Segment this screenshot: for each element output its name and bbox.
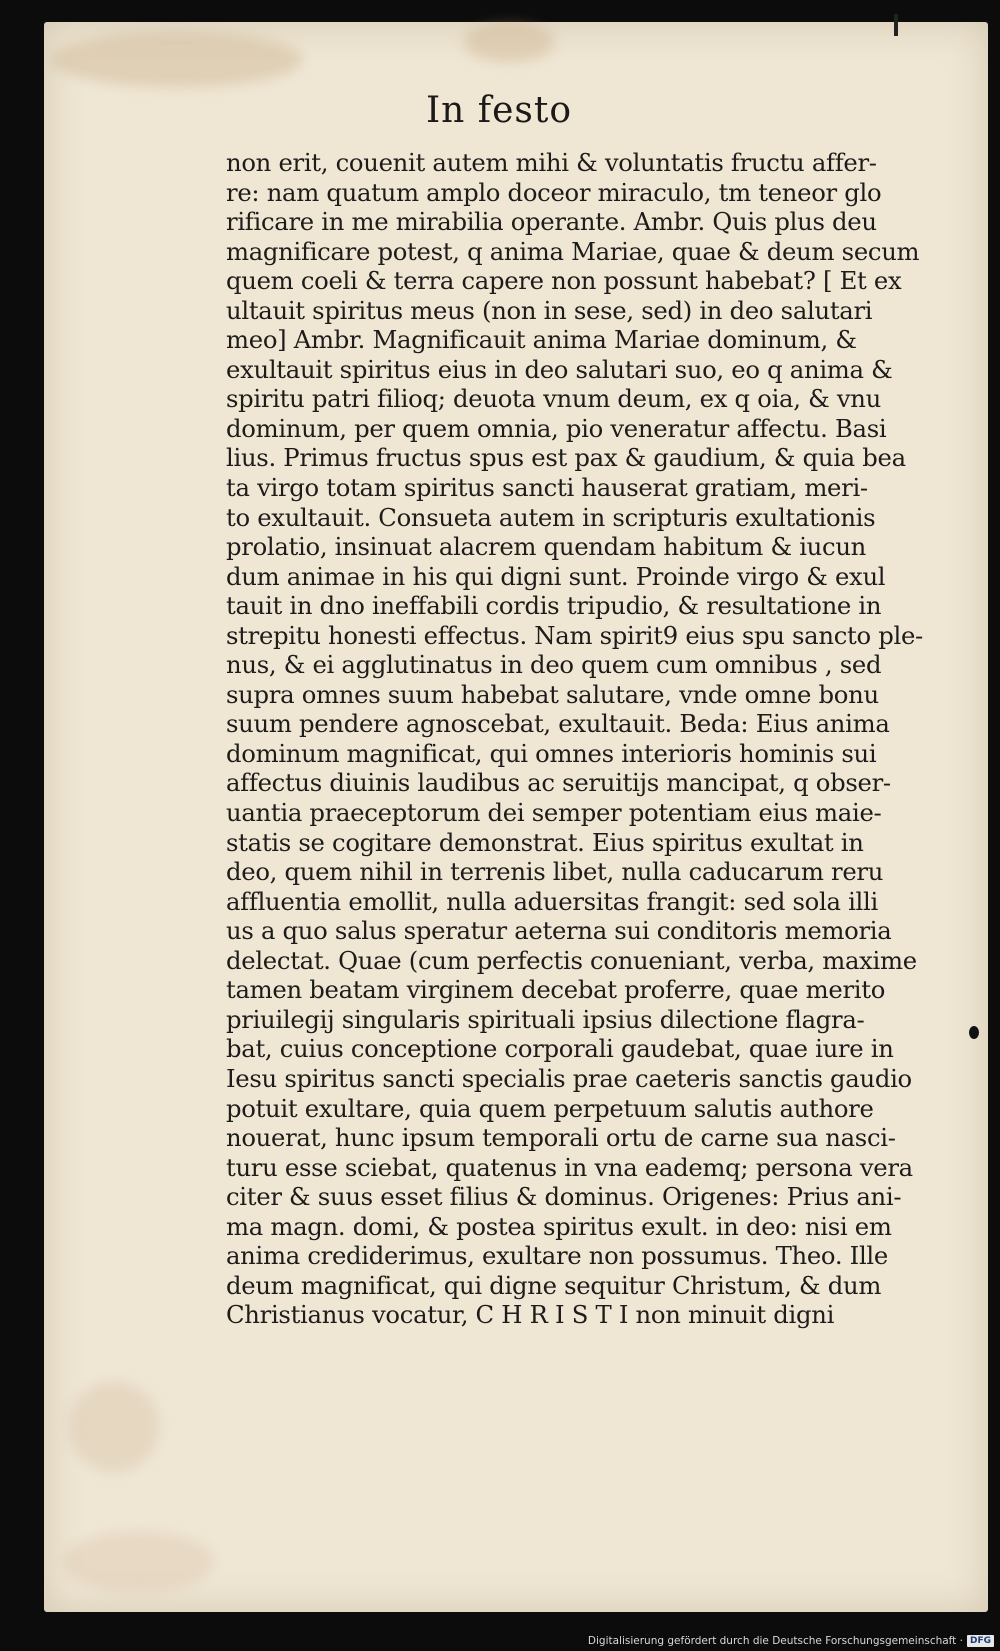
book-page xyxy=(44,22,988,1612)
running-head: In festo xyxy=(425,90,573,131)
text-line: priuilegij singularis spirituali ipsius dilectione flagra- xyxy=(226,1004,865,1034)
text-line: prolatio, insinuat alacrem quendam habitum & iucun xyxy=(226,532,867,562)
text-line: ma magn. domi, & postea spiritus exult. in deo: nisi em xyxy=(226,1211,892,1241)
text-line: re: nam quatum amplo doceor miraculo, tm teneor glo xyxy=(226,177,882,207)
text-line: magnificare potest, q anima Mariae, quae & deum secum xyxy=(226,236,920,266)
ink-dot xyxy=(969,1026,979,1039)
text-line: potuit exultare, quia quem perpetuum salutis authore xyxy=(226,1093,874,1123)
text-line: turu esse sciebat, quatenus in vna eademq; persona vera xyxy=(226,1152,913,1182)
text-line: nouerat, hunc ipsum temporali ortu de carne sua nasci- xyxy=(226,1123,896,1153)
text-line: meo] Ambr. Magnificauit anima Mariae dominum, & xyxy=(226,325,857,355)
text-line: deo, quem nihil in terrenis libet, nulla caducarum reru xyxy=(226,857,884,887)
page-corner-mark xyxy=(894,14,898,36)
text-line: ta virgo totam spiritus sancti hauserat gratiam, meri- xyxy=(226,473,868,503)
page-stain xyxy=(52,32,302,87)
text-line: Iesu spiritus sancti specialis prae caeteris sanctis gaudio xyxy=(226,1063,912,1093)
text-line: non erit, couenit autem mihi & voluntatis fructu affer- xyxy=(226,148,877,177)
footer-credit xyxy=(588,1635,994,1647)
page-stain xyxy=(69,1382,159,1472)
text-line: lius. Primus fructus spus est pax & gaudium, & quia bea xyxy=(226,443,906,473)
text-line: citer & suus esset filius & dominus. Origenes: Prius ani- xyxy=(226,1182,902,1212)
text-line: uantia praeceptorum dei semper potentiam eius maie- xyxy=(226,798,882,828)
text-line: exultauit spiritus eius in deo salutari suo, eo q anima & xyxy=(226,354,893,384)
text-line: nus, & ei agglutinatus in deo quem cum omnibus , sed xyxy=(226,650,882,680)
text-line: rificare in me mirabilia operante. Ambr. Quis plus deu xyxy=(226,207,877,237)
text-line: affluentia emollit, nulla aduersitas frangit: sed sola illi xyxy=(226,886,878,916)
page-stain xyxy=(64,1532,214,1592)
text-line: bat, cuius conceptione corporali gaudebat, quae iure in xyxy=(226,1034,894,1064)
text-line: to exultauit. Consueta autem in scripturis exultationis xyxy=(226,502,876,532)
text-line: dum animae in his qui digni sunt. Proinde virgo & exul xyxy=(226,561,886,591)
text-line: deum magnificat, qui digne sequitur Christum, & dum xyxy=(226,1270,882,1300)
body-text xyxy=(226,148,956,1330)
text-line: ultauit spiritus meus (non in sese, sed) in deo salutari xyxy=(226,295,873,325)
text-line: quem coeli & terra capere non possunt habebat? [ Et ex xyxy=(226,266,902,296)
text-line: strepitu honesti effectus. Nam spirit9 eius spu sancto ple- xyxy=(226,620,923,650)
text-line: Christianus vocatur, C H R I S T I non minuit digni xyxy=(226,1300,835,1330)
text-line: affectus diuinis laudibus ac seruitijs mancipat, q obser- xyxy=(226,768,891,798)
text-line: tamen beatam virginem decebat proferre, quae merito xyxy=(226,975,886,1005)
text-line: suum pendere agnoscebat, exultauit. Beda: Eius anima xyxy=(226,709,890,739)
dfg-logo: DFG xyxy=(967,1635,994,1647)
text-line: spiritu patri filioq; deuota vnum deum, ex q oia, & vnu xyxy=(226,384,881,414)
footer-credit-text: Digitalisierung gefördert durch die Deutsche Forschungsgemeinschaft · xyxy=(587,1635,963,1647)
text-line: statis se cogitare demonstrat. Eius spiritus exultat in xyxy=(226,827,864,857)
text-line: dominum magnificat, qui omnes interioris hominis sui xyxy=(226,738,877,768)
text-line: supra omnes suum habebat salutare, vnde omne bonu xyxy=(226,679,879,709)
text-line: delectat. Quae (cum perfectis conueniant, verba, maxime xyxy=(226,945,917,975)
page-stain xyxy=(464,22,554,62)
text-line: us a quo salus speratur aeterna sui conditoris memoria xyxy=(226,916,892,946)
text-line: anima crediderimus, exultare non possumus. Theo. Ille xyxy=(226,1241,888,1271)
text-line: tauit in dno ineffabili cordis tripudio, & resultatione in xyxy=(226,591,882,621)
text-line: dominum, per quem omnia, pio veneratur affectu. Basi xyxy=(226,413,887,443)
